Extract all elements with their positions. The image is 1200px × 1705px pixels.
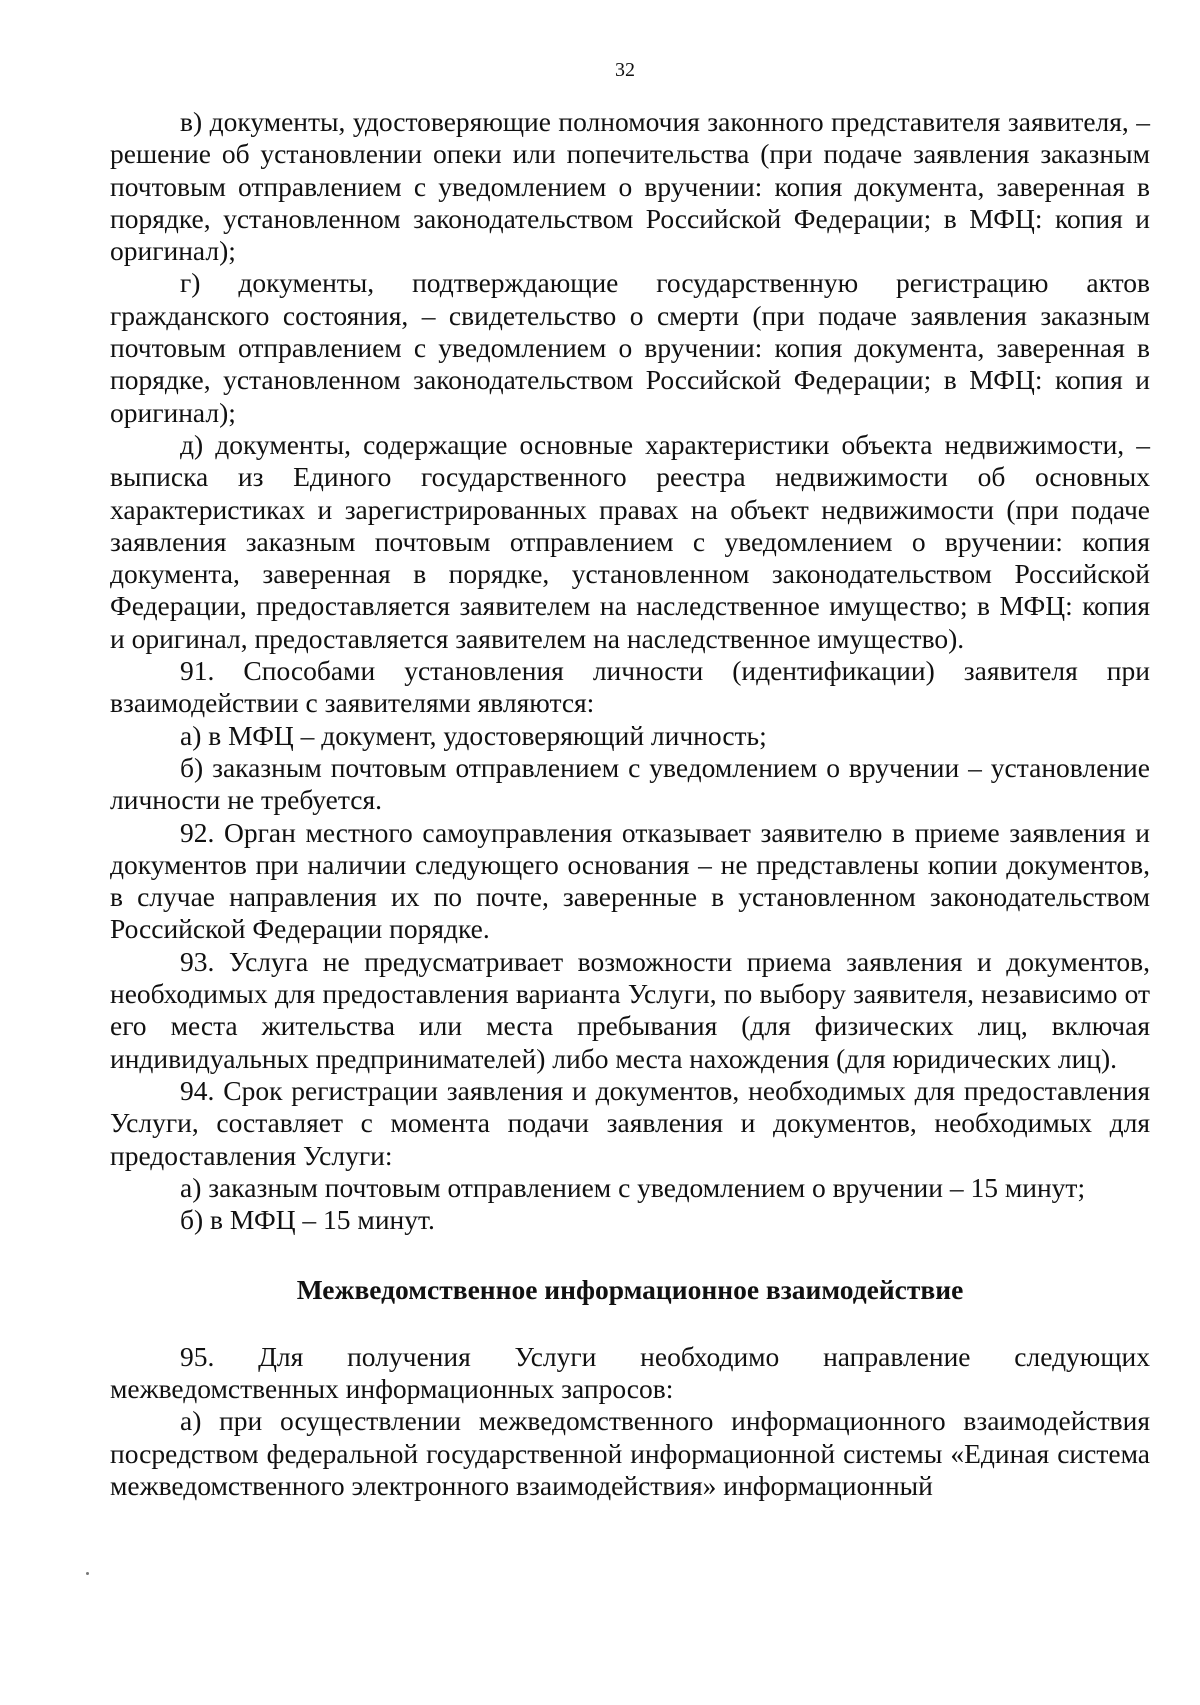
page-number: 32 bbox=[615, 59, 635, 81]
document-body bbox=[110, 106, 1150, 1502]
scan-speck bbox=[86, 1572, 89, 1575]
paragraph-91-a: а) в МФЦ – документ, удостоверяющий личность; bbox=[180, 719, 767, 751]
section-heading: Межведомственное информационное взаимодействие bbox=[296, 1274, 964, 1306]
paragraph-93-extraterritorial: 93. Услуга не предусматривает возможности приема заявления и документов, необходимых для предоставления варианта Услуги, по выбору заявителя, независимо от его места жительства или места пребывания (для физических лиц, включая индивидуальных предпринимателей) либо места нахождения (для юридических лиц). bbox=[110, 945, 1150, 1074]
paragraph-91-identification: 91. Способами установления личности (идентификации) заявителя при взаимодействии с заявителями являются: bbox=[110, 655, 1150, 719]
paragraph-91-b: б) заказным почтовым отправлением с уведомлением о вручении – установление личности не требуется. bbox=[110, 751, 1150, 816]
paragraph-g-civil-status-documents: г) документы, подтверждающие государственную регистрацию актов гражданского состояния, – свидетельство о смерти (при подаче заявления заказным почтовым отправлением с уведомлением о вручении: копия документа, заверенная в порядке, установленном законодательством Российской Федерации; в МФЦ: копия и оригинал); bbox=[110, 267, 1150, 428]
paragraph-94-registration-term: 94. Срок регистрации заявления и документов, необходимых для предоставления Услуги, составляет с момента подачи заявления и документов, необходимых для предоставления Услуги: bbox=[110, 1074, 1150, 1171]
paragraph-95-a: а) при осуществлении межведомственного информационного взаимодействия посредством федеральной государственной информационной системы «Единая система межведомственного электронного взаимодействия» информационный bbox=[110, 1405, 1150, 1501]
paragraph-d-real-estate-documents: д) документы, содержащие основные характеристики объекта недвижимости, – выписка из Единого государственного реестра недвижимости об основных характеристиках и зарегистрированных правах на объект недвижимости (при подаче заявления заказным почтовым отправлением с уведомлением о вручении: копия документа, заверенная в порядке, установленном законодательством Российской Федерации, предоставляется заявителем на наследственное имущество; в МФЦ: копия и оригинал, предоставляется заявителем на наследственное имущество). bbox=[110, 428, 1150, 654]
paragraph-92-refusal: 92. Орган местного самоуправления отказывает заявителю в приеме заявления и документов при наличии следующего основания – не представлены копии документов, в случае направления их по почте, заверенные в установленном законодательством Российской Федерации порядке. bbox=[110, 816, 1150, 945]
paragraph-94-b: б) в МФЦ – 15 минут. bbox=[180, 1204, 435, 1236]
paragraph-v-guardian-documents: в) документы, удостоверяющие полномочия законного представителя заявителя, – решение об установлении опеки или попечительства (при подаче заявления заказным почтовым отправлением с уведомлением о вручении: копия документа, заверенная в порядке, установленном законодательством Российской Федерации; в МФЦ: копия и оригинал); bbox=[110, 106, 1150, 267]
paragraph-94-a: а) заказным почтовым отправлением с уведомлением о вручении – 15 минут; bbox=[180, 1171, 1086, 1203]
paragraph-95-requests: 95. Для получения Услуги необходимо направление следующих межведомственных информационных запросов: bbox=[110, 1340, 1150, 1404]
